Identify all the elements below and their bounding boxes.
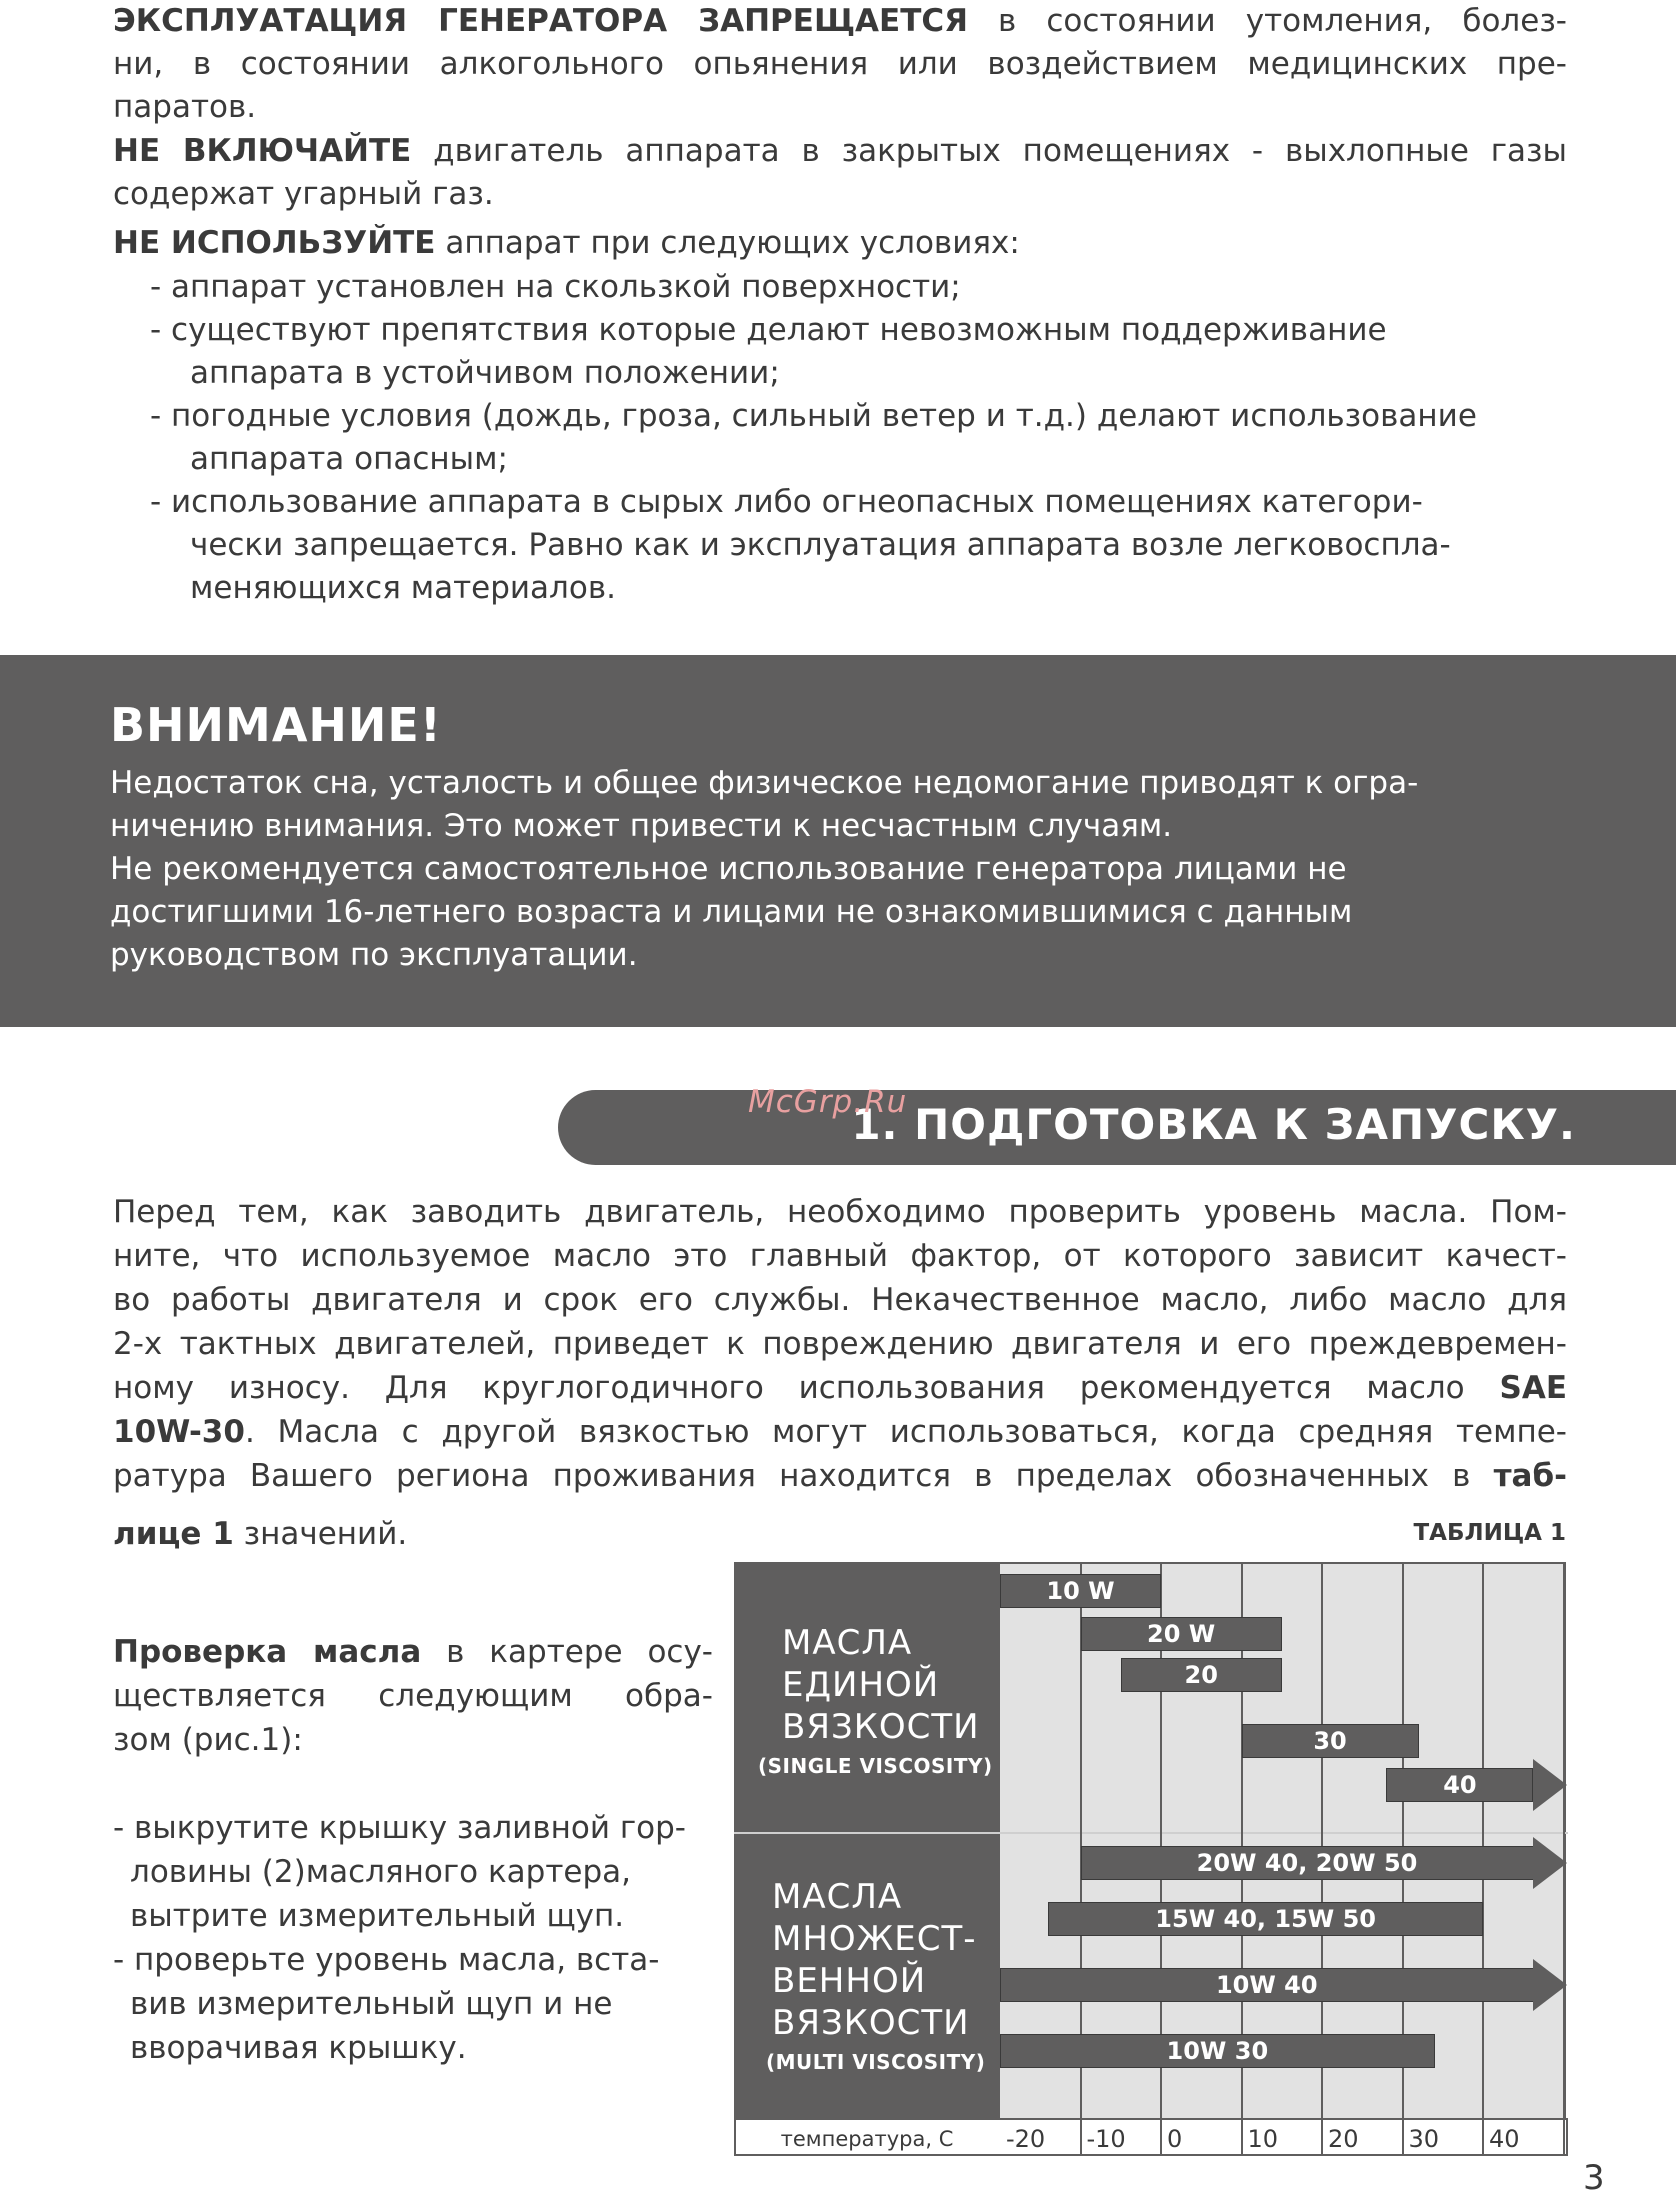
viscosity-bar: 20W 40, 20W 50: [1081, 1846, 1534, 1880]
step-line: вив измерительный щуп и не: [130, 1986, 613, 2022]
oil-check-step: [113, 1806, 713, 1938]
attention-line: руководством по эксплуатации.: [110, 937, 638, 973]
condition-item: - существуют препятствия которые делают невозможным поддерживание: [150, 312, 1387, 348]
para-line: ному износу. Для круглогодичного использования рекомендуется масло: [113, 1370, 1500, 1406]
section-title: 1. ПОДГОТОВКА К ЗАПУСКУ.: [851, 1100, 1576, 1149]
warning-operation-bold: ЭКСПЛУАТАЦИЯ ГЕНЕРАТОРА ЗАПРЕЩАЕТСЯ: [113, 3, 968, 39]
condition-item: - аппарат установлен на скользкой поверхности;: [150, 269, 961, 305]
group-label-line: ВЕННОЙ: [772, 1961, 927, 2001]
table-title: ТАБЛИЦА 1: [1413, 1520, 1566, 1546]
table-divider: [734, 1832, 1568, 1834]
group-label-line: ВЯЗКОСТИ: [772, 2003, 970, 2043]
para-line: ратура Вашего региона проживания находится в пределах обозначенных в: [113, 1458, 1494, 1494]
step-line: - выкрутите крышку заливной гор-: [113, 1810, 686, 1846]
para-line: значений.: [233, 1516, 408, 1552]
conditions-list: [113, 266, 1567, 610]
attention-line: Недостаток сна, усталость и общее физическое недомогание приводят к огра-: [110, 765, 1419, 801]
oil-check-steps: [113, 1806, 713, 2070]
para-line: . Масла с другой вязкостью могут использоваться, когда средняя темпе-: [244, 1414, 1567, 1450]
page-number: 3: [1583, 2158, 1605, 2198]
warning-no-start: [113, 130, 1567, 216]
group-label-line: ВЯЗКОСТИ: [782, 1707, 980, 1747]
para-line: 2-х тактных двигателей, приведет к повреждению двигателя и его преждевремен-: [113, 1326, 1567, 1362]
condition-item-cont: аппарата в устойчивом положении;: [190, 355, 780, 391]
condition-item: - использование аппарата в сырых либо огнеопасных помещениях категори-: [150, 484, 1423, 520]
warning-no-start-text-1: двигатель аппарата в закрытых помещениях - выхлопные газы: [411, 133, 1567, 169]
condition-item-cont: чески запрещается. Равно как и эксплуатация аппарата возле легковоспла-: [190, 527, 1451, 563]
tick-label: 10: [1247, 2125, 1279, 2153]
group-label-line: МАСЛА: [772, 1877, 903, 1917]
arrow-icon: [1533, 1759, 1567, 1811]
para-line: ните, что используемое масло это главный фактор, от которого зависит качест-: [113, 1238, 1567, 1274]
oil-check-text: зом (рис.1):: [113, 1722, 303, 1758]
oil-check-bold: Проверка масла: [113, 1634, 422, 1670]
viscosity-bar: 15W 40, 15W 50: [1048, 1902, 1483, 1936]
group-sub-label: (SINGLE VISCOSITY): [758, 1754, 993, 1778]
viscosity-bar: 10W 40: [1000, 1968, 1534, 2002]
attention-line: достигшими 16-летнего возраста и лицами не ознакомившимися с данным: [110, 894, 1353, 930]
attention-text: [110, 762, 1570, 977]
viscosity-bar: 10 W: [1000, 1574, 1161, 1608]
para-bold-oil: 10W-30: [113, 1414, 245, 1450]
viscosity-table: [734, 1562, 1568, 2156]
step-line: вворачивая крышку.: [130, 2030, 467, 2066]
condition-item: - погодные условия (дождь, гроза, сильный ветер и т.д.) делают использование: [150, 398, 1477, 434]
step-line: - проверьте уровень масла, вста-: [113, 1942, 660, 1978]
warning-operation-text-1: в состоянии утомления, болез-: [968, 3, 1567, 39]
group-label-line: МАСЛА: [782, 1623, 913, 1663]
group-label-line: ЕДИНОЙ: [782, 1665, 940, 1705]
para-line: во работы двигателя и срок его службы. Некачественное масло, либо масло для: [113, 1282, 1567, 1318]
para-bold-table-2: лице 1: [113, 1516, 234, 1552]
tick-label: -10: [1086, 2125, 1126, 2153]
viscosity-bar: 10W 30: [1000, 2034, 1435, 2068]
oil-check-step: [113, 1938, 713, 2070]
warning-operation-text-2: ни, в состоянии алкогольного опьянения или воздействием медицинских пре-: [113, 46, 1567, 82]
group-sub-label: (MULTI VISCOSITY): [766, 2050, 986, 2074]
condition-item-cont: меняющихся материалов.: [190, 570, 616, 606]
step-line: ловины (2)масляного картера,: [130, 1854, 631, 1890]
viscosity-bar: 20: [1121, 1658, 1282, 1692]
oil-check-text: ществляется следующим обра-: [113, 1678, 713, 1714]
viscosity-bar: 20 W: [1081, 1617, 1282, 1651]
tick-label: 0: [1167, 2125, 1183, 2153]
viscosity-bar: 40: [1386, 1768, 1533, 1802]
warning-no-use-text: аппарат при следующих условиях:: [435, 225, 1020, 261]
oil-check: [113, 1630, 713, 2070]
condition-item-cont: аппарата опасным;: [190, 441, 508, 477]
viscosity-bar: 30: [1242, 1724, 1419, 1758]
para-line: Перед тем, как заводить двигатель, необходимо проверить уровень масла. Пом-: [113, 1194, 1567, 1230]
warning-no-start-bold: НЕ ВКЛЮЧАЙТЕ: [113, 133, 412, 169]
step-line: вытрите измерительный щуп.: [130, 1898, 625, 1934]
watermark: McGrp.Ru: [748, 1084, 908, 1120]
axis-label: температура, С: [780, 2127, 954, 2151]
attention-title: ВНИМАНИЕ!: [110, 698, 442, 752]
tick-label: -20: [1006, 2125, 1046, 2153]
tick-label: 20: [1328, 2125, 1359, 2153]
oil-check-text: в картере осу-: [421, 1634, 713, 1670]
oil-paragraph: [113, 1190, 1567, 1556]
warning-no-use: [113, 222, 1567, 265]
para-bold-sae: SAE: [1499, 1370, 1567, 1406]
single-viscosity-label: [758, 1622, 993, 1778]
para-bold-table: таб-: [1493, 1458, 1567, 1494]
attention-line: Не рекомендуется самостоятельное использование генератора лицами не: [110, 851, 1347, 887]
warning-operation: [113, 0, 1567, 129]
group-label-line: МНОЖЕСТ-: [772, 1919, 977, 1959]
warning-operation-text-3: паратов.: [113, 89, 257, 125]
warning-no-start-text-2: содержат угарный газ.: [113, 176, 494, 212]
arrow-icon: [1533, 1959, 1567, 2011]
arrow-icon: [1533, 1837, 1567, 1889]
multi-viscosity-label: [766, 1876, 986, 2074]
attention-line: ничению внимания. Это может привести к несчастным случаям.: [110, 808, 1173, 844]
tick-label: 30: [1408, 2125, 1440, 2153]
warning-no-use-bold: НЕ ИСПОЛЬЗУЙТЕ: [113, 225, 436, 261]
tick-label: 40: [1489, 2125, 1520, 2153]
